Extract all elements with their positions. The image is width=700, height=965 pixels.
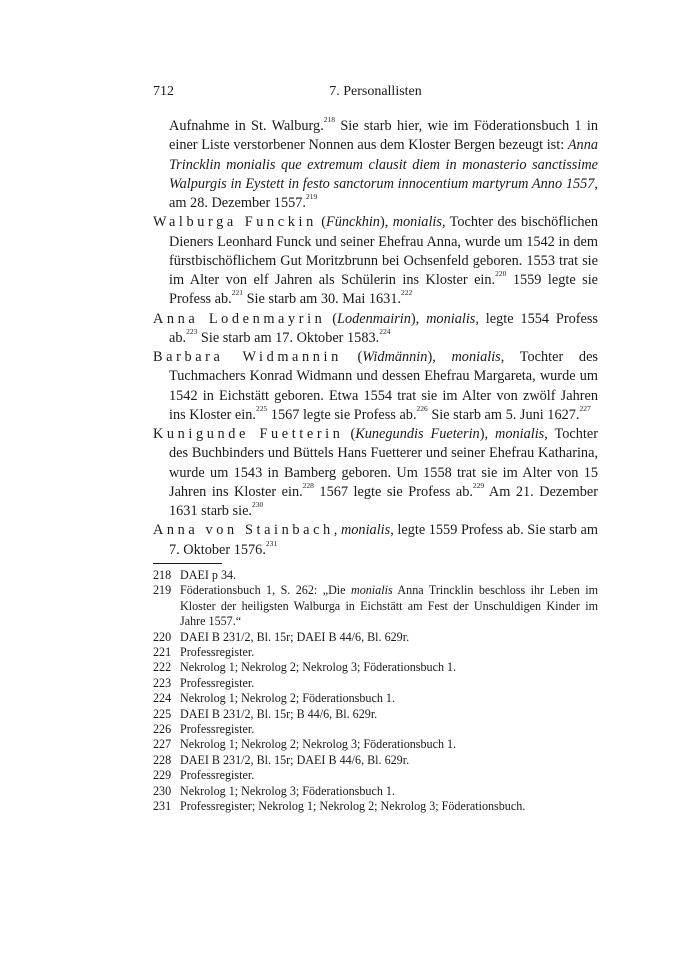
footnote-text: DAEI B 231/2, Bl. 15r; B 44/6, Bl. 629r. [180, 706, 378, 721]
footnote-ref: 222 [401, 288, 413, 298]
entry-kunigunde-fuetterin [153, 425, 598, 521]
footnote-italic: monialis [350, 583, 393, 598]
footnote [153, 583, 598, 629]
footnote-ref: 218 [323, 115, 336, 124]
footnote-text: Nekrolog 1; Nekrolog 2; Nekrolog 3; Föderationsbuch 1. [180, 660, 457, 675]
entry-text: Aufnahme in St. Walburg. [169, 118, 324, 134]
footnote-text: DAEI p 34. [180, 568, 237, 582]
entry-text: Sie starb hier, wie im Föderationsbuch 1 in einer Liste verstorbener Nonnen aus dem Kloster Bergen bezeugt ist: [169, 118, 598, 154]
footnote-ref: 229 [472, 480, 485, 490]
punct: ( [341, 349, 363, 365]
entry-continuation [153, 117, 598, 213]
main-text [153, 117, 598, 560]
footnote-text: Professregister. [180, 675, 255, 690]
entry-text: Sie starb am 30. Mai 1631. [243, 291, 402, 308]
footnote-ref: 221 [231, 288, 243, 298]
footnote [153, 737, 598, 752]
entry-barbara-widmannin [153, 348, 598, 425]
footnote-ref: 230 [252, 500, 264, 509]
entry-anna-von-stainbach [153, 521, 598, 560]
name-variant: Lodenmairin [337, 310, 411, 327]
footnote-number: 228 [153, 752, 172, 767]
footnote-ref: 231 [265, 538, 278, 548]
role: monialis [392, 214, 442, 231]
footnote-ref: 227 [579, 403, 591, 413]
footnote-text: Professregister; Nekrolog 1; Nekrolog 2; Nekrolog 3; Föderationsbuch. [180, 799, 526, 814]
footnote-ref: 225 [255, 403, 268, 413]
footnote [153, 722, 598, 737]
page-header [153, 84, 598, 104]
footnote-ref: 224 [379, 326, 391, 336]
footnote-ref: 228 [302, 480, 314, 490]
entry-text: Am 21. Dezember 1631 starb sie. [169, 483, 598, 519]
punct: ( [325, 310, 338, 327]
footnote-number: 226 [153, 722, 172, 737]
punct: ( [316, 214, 326, 231]
entry-text: 1559 legte sie Profess ab. [169, 272, 599, 308]
person-name: Anna von Stainbach [153, 522, 334, 539]
footnote [153, 568, 598, 583]
footnote-number: 227 [153, 737, 172, 752]
entry-text: Sie starb am 17. Oktober 1583. [197, 329, 380, 346]
entry-text: , Tochter des Buchbinders und Büttels Hans Fuetterer und seiner Ehefrau Katharina, wurde um 1543 in Bamberg geboren. Um 1558 trat sie im Alter von 15 Jahren ins Kloster ein. [169, 426, 598, 500]
footnote-text: Föderationsbuch 1, S. 262: „Die [180, 583, 351, 598]
footnote-number: 220 [153, 629, 172, 644]
footnote-text: Professregister. [180, 645, 255, 660]
footnote-text: DAEI B 231/2, Bl. 15r; DAEI B 44/6, Bl. 629r. [180, 752, 410, 767]
punct: ), [379, 214, 393, 231]
entry-walburga-funckin [153, 213, 598, 309]
entry-text: , Tochter des Tuchmachers Konrad Widmann und dessen Ehefrau Margareta, wurde um 1542 in Eichstätt geboren. Etwa 1554 trat sie im Alter von zwölf Jahren ins Kloster ein. [169, 349, 598, 423]
footnote [153, 691, 598, 706]
person-name: Kunigunde Fuetterin [153, 426, 344, 442]
footnote-number: 224 [153, 691, 172, 706]
punct: ), [479, 426, 495, 442]
footnote-text: Anna Trincklin beschloss ihr Leben im Kloster der heiligsten Walburga in Eichstätt am Fest der Unschuldigen Kinder im Jahre 1557.“ [180, 583, 598, 629]
footnote-number: 222 [153, 660, 172, 675]
role: monialis [495, 426, 545, 442]
role: monialis [451, 349, 501, 365]
footnotes [153, 568, 598, 815]
name-variant: Widmännin [362, 349, 428, 365]
entry-text: 1567 legte sie Profess ab. [267, 406, 417, 423]
footnote-number: 223 [153, 675, 172, 690]
punct: , [333, 522, 341, 539]
footnote-number: 230 [153, 783, 172, 798]
footnote-number: 229 [153, 768, 172, 783]
entry-text: Sie starb am 5. Juni 1627. [427, 406, 580, 423]
person-name: Barbara Widmannin [153, 349, 342, 365]
entry-text: 1567 legte sie Profess ab. [313, 483, 473, 500]
footnote [153, 753, 598, 768]
footnote-text: Professregister. [180, 722, 255, 737]
footnote-ref: 220 [495, 269, 507, 278]
footnote [153, 676, 598, 691]
latin-quote: Anna Trincklin monialis que extremum clausit diem in monasterio sanctissime Walpurgis in Eystett in festo sanctorum innocentium martyrum Anno 1557 [169, 137, 598, 192]
role: monialis [426, 310, 476, 327]
footnote-text: Nekrolog 1; Nekrolog 2; Föderationsbuch 1. [180, 691, 395, 706]
footnote-number: 221 [153, 645, 172, 660]
person-name: Anna Lodenmayrin [153, 310, 326, 327]
footnote-number: 218 [153, 568, 172, 582]
footnote [153, 707, 598, 722]
entry-text: , legte 1554 Profess ab. [169, 310, 598, 346]
name-variant: Kunegundis Fueterin [355, 426, 480, 442]
footnote-text: Professregister. [180, 768, 255, 783]
name-variant: Fünckhin [325, 214, 380, 231]
punct: ), [410, 310, 427, 327]
footnote [153, 630, 598, 645]
entry-text: , legte 1559 Profess ab. Sie starb am 7. Oktober 1576. [169, 522, 598, 558]
footnote-number: 231 [153, 799, 172, 814]
footnote [153, 645, 598, 660]
punct: ), [427, 349, 452, 365]
footnote-rule [153, 563, 222, 564]
footnote [153, 768, 598, 783]
footnote [153, 784, 598, 799]
punct: ( [343, 426, 356, 442]
role: monialis [340, 522, 391, 539]
entry-text: , am 28. Dezember 1557. [169, 175, 598, 211]
footnote-ref: 223 [186, 326, 198, 336]
footnote [153, 799, 598, 814]
footnote-text: Nekrolog 1; Nekrolog 2; Nekrolog 3; Föderationsbuch 1. [180, 737, 457, 752]
entry-anna-lodenmayrin [153, 310, 598, 349]
footnote-ref: 219 [305, 192, 318, 201]
person-name: Walburga Funckin [153, 214, 317, 231]
footnote-number: 219 [153, 583, 172, 598]
page-number: 712 [153, 84, 174, 99]
running-head: 7. Personallisten [329, 84, 422, 99]
footnote-text: Nekrolog 1; Nekrolog 3; Föderationsbuch 1. [180, 783, 395, 798]
footnote-number: 225 [153, 706, 172, 721]
entry-text: , Tochter des bischöflichen Dieners Leonhard Funck und seiner Ehefrau Anna, wurde um 1542 in dem fürstbischöflichem Gut Moritzbrunn bei Ochsenfeld geboren. 1553 trat sie im Alter von elf Jahren als Schülerin ins Kloster ein. [169, 214, 598, 288]
footnote-ref: 226 [416, 403, 428, 413]
footnote-text: DAEI B 231/2, Bl. 15r; DAEI B 44/6, Bl. 629r. [180, 629, 410, 644]
footnote [153, 660, 598, 675]
